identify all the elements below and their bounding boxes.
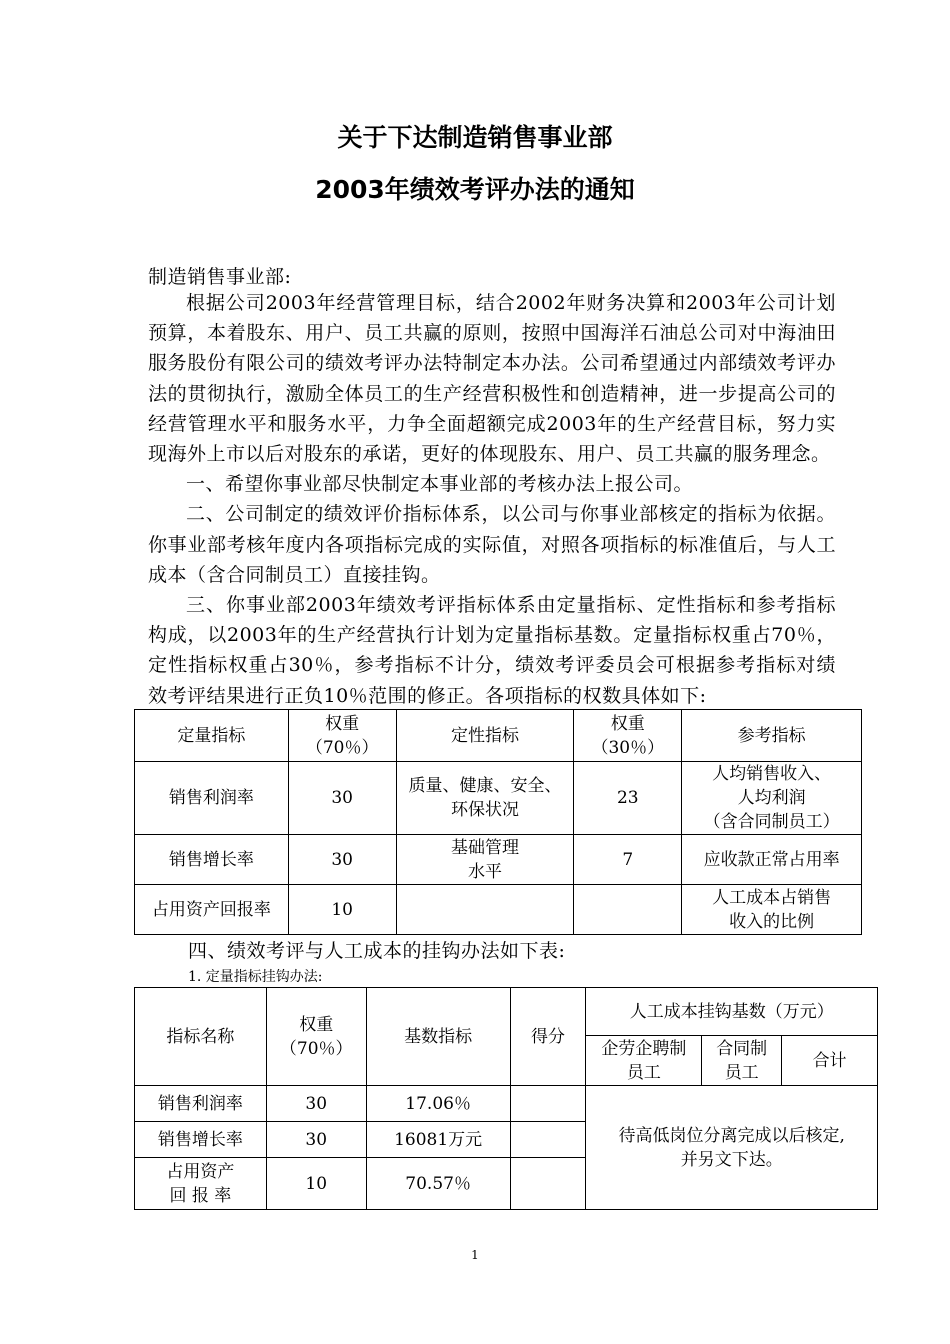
page-number: 1: [471, 1248, 479, 1262]
header-base-indicator: 基数指标: [366, 988, 510, 1086]
table-header-row: [135, 988, 878, 1036]
weight-table: [134, 709, 862, 935]
document-title-line1: 关于下达制造销售事业部: [337, 123, 613, 152]
header-reference: 参考指标: [682, 710, 862, 762]
section-4-heading: 四、绩效考评与人工成本的挂钩办法如下表:: [188, 940, 566, 962]
table-header-row: [135, 710, 862, 762]
paragraph-item-3: 三、你事业部2003年绩效考评指标体系由定量指标、定性指标和参考指标构成，以2003年的生产经营执行计划为定量指标基数。定量指标权重占70％，定性指标权重占30％，参考指标不计分，绩效考评委员会可根据参考指标对绩效考评结果进行正负10％范围的修正。各项指标的权数具体如下:: [148, 594, 836, 707]
table-row: 占用资产 回 报 率 10 70.57％: [135, 1158, 878, 1210]
header-weight-70: 权重 （70％）: [288, 710, 396, 762]
merged-note-cell: 待高低岗位分离完成以后核定, 并另文下达。: [586, 1086, 878, 1210]
table-row: 销售增长率 30 16081万元: [135, 1122, 878, 1158]
header-weight-30: 权重 （30％）: [574, 710, 682, 762]
header-indicator-name: 指标名称: [135, 988, 267, 1086]
table-row: 销售利润率 30 17.06％ 待高低岗位分离完成以后核定, 并另文下达。: [135, 1086, 878, 1122]
header-score: 得分: [510, 988, 586, 1086]
table-row: 销售增长率 30 基础管理 水平 7 应收款正常占用率: [135, 835, 862, 885]
header-quantitative: 定量指标: [135, 710, 289, 762]
table-row: 占用资产回报率 10 人工成本占销售 收入的比例: [135, 885, 862, 935]
salutation: 制造销售事业部:: [148, 266, 292, 288]
header-weight: 权重 （70％）: [266, 988, 366, 1086]
paragraph-item-2: 二、公司制定的绩效评价指标体系，以公司与你事业部核定的指标为依据。你事业部考核年度内各项指标完成的实际值，对照各项指标的标准值后，与人工成本（含合同制员工）直接挂钩。: [148, 503, 836, 586]
header-labor-cost: 人工成本挂钩基数（万元）: [586, 988, 878, 1036]
table-subheader-row: 企劳企聘制 员工 合同制 员工 合计: [135, 1036, 878, 1086]
paragraph-intro: 根据公司2003年经营管理目标，结合2002年财务决算和2003年公司计划预算，本着股东、用户、员工共赢的原则，按照中国海洋石油总公司对中海油田服务股份有限公司的绩效考评办法特制定本办法。公司希望通过内部绩效考评办法的贯彻执行，激励全体员工的生产经营积极性和创造精神，进一步提高公司的经营管理水平和服务水平，力争全面超额完成2003年的生产经营目标，努力实现海外上市以后对股东的承诺，更好的体现股东、用户、员工共赢的服务理念。: [148, 292, 836, 466]
document-title-line2: 2003年绩效考评办法的通知: [315, 175, 635, 204]
subsection-1-heading: 1. 定量指标挂钩办法:: [188, 969, 323, 985]
paragraph-item-1: 一、希望你事业部尽快制定本事业部的考核办法上报公司。: [186, 473, 694, 496]
table-row: 销售利润率 30 质量、健康、安全、 环保状况 23 人均销售收入、 人均利润 （含合同制员工）: [135, 762, 862, 835]
cost-linkage-table: [134, 987, 878, 1210]
body-paragraphs: [148, 288, 836, 711]
header-qualitative: 定性指标: [396, 710, 574, 762]
